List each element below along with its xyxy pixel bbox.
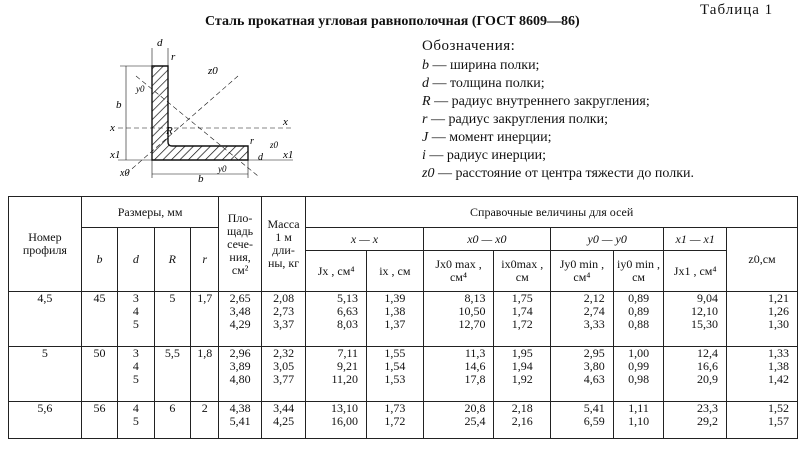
cell-Jx1 <box>664 402 727 439</box>
cell-Jy0min-value: 3,33 <box>583 317 605 331</box>
cell-iy0min-value: 1,11 <box>628 401 649 415</box>
legend-item: z0 — расстояние от центра тяжести до полки. <box>422 166 694 181</box>
cell-z0-value: 1,57 <box>768 414 789 428</box>
cell-ix <box>367 292 424 347</box>
diagram-label-d: d <box>157 37 163 49</box>
diagram-label-R: R <box>166 125 173 137</box>
legend-item: b — ширина полки; <box>422 58 540 73</box>
page-title: Сталь прокатная угловая равнополочная (ГОСТ 8609—86) <box>205 14 580 29</box>
cell-Jy0min-value: 2,74 <box>583 304 605 318</box>
cell-Jx-value: 13,10 <box>331 401 358 415</box>
diagram-label-y0-bottom: y0 <box>218 164 227 174</box>
cell-r: 1,7 <box>191 292 219 347</box>
cell-area-value: 3,48 <box>229 304 251 318</box>
cell-ix0max-value: 1,75 <box>511 291 533 305</box>
cell-Jx0max-value: 11,3 <box>464 346 486 360</box>
cell-R: 5 <box>154 292 190 347</box>
header-Jx0max: Jx0 max , см⁴ <box>423 251 494 292</box>
header-iy0min: iy0 min , см <box>613 251 664 292</box>
cell-iy0min-value: 0,98 <box>628 372 650 386</box>
cell-ix0max-value: 1,74 <box>511 304 533 318</box>
diagram-label-x1-right: x1 <box>283 149 294 161</box>
cell-Jx0max <box>423 402 494 439</box>
header-z0: z0,см <box>727 228 798 292</box>
cell-ix-value: 1,39 <box>384 291 406 305</box>
cell-Jx-value: 5,13 <box>337 291 358 305</box>
cell-profile: 5 <box>9 347 82 402</box>
cell-ix-value: 1,73 <box>384 401 406 415</box>
cell-Jx1-value: 23,3 <box>697 401 719 415</box>
header-R: R <box>154 228 190 292</box>
cell-area-value: 2,96 <box>229 346 251 360</box>
cell-mass-value: 3,37 <box>273 317 295 331</box>
cell-Jx0max <box>423 292 494 347</box>
cell-z0-value: 1,30 <box>768 317 789 331</box>
cell-Jx1-value: 29,2 <box>697 414 719 428</box>
cell-ix-value: 1,55 <box>384 346 406 360</box>
table-row <box>9 292 798 347</box>
cell-Jy0min-value: 2,12 <box>583 291 605 305</box>
table-row <box>9 347 798 402</box>
cell-iy0min <box>613 347 664 402</box>
cell-Jy0min-value: 4,63 <box>583 372 605 386</box>
cell-mass-value: 3,05 <box>273 359 295 373</box>
legend-item: R — радиус внутреннего закругления; <box>422 94 650 109</box>
cell-mass-value: 4,25 <box>273 414 295 428</box>
cell-Jy0min <box>551 292 614 347</box>
cell-z0-value: 1,42 <box>768 372 789 386</box>
cell-ix-value: 1,37 <box>384 317 406 331</box>
cell-area-value: 4,80 <box>229 372 251 386</box>
header-d: d <box>118 228 154 292</box>
cell-Jx1-value: 9,04 <box>697 291 719 305</box>
legend-item: J — момент инерции; <box>422 130 552 145</box>
cell-area-value: 5,41 <box>229 414 251 428</box>
cell-Jx1-value: 15,30 <box>691 317 719 331</box>
cell-iy0min-value: 1,00 <box>628 346 650 360</box>
cell-Jx1-value: 16,6 <box>697 359 719 373</box>
cell-z0 <box>727 292 798 347</box>
cell-ix-value: 1,54 <box>384 359 406 373</box>
cell-d-value: 3 <box>132 346 139 360</box>
cell-ix0max-value: 1,94 <box>511 359 533 373</box>
cell-d <box>118 292 154 347</box>
header-axis-x1-x1: x1 — x1 <box>664 228 727 251</box>
cell-d-value: 4 <box>132 304 139 318</box>
cell-z0 <box>727 347 798 402</box>
diagram-label-r: r <box>171 51 176 63</box>
cell-d-value: 5 <box>132 372 139 386</box>
diagram-label-d-right: d <box>258 152 263 163</box>
cell-iy0min-value: 0,99 <box>628 359 650 373</box>
cell-Jx <box>306 402 367 439</box>
cell-d <box>118 402 154 439</box>
legend-item: i — радиус инерции; <box>422 148 546 163</box>
cell-area-value: 3,89 <box>229 359 251 373</box>
diagram-label-b-side: b <box>116 99 122 111</box>
cell-Jx0max-value: 8,13 <box>464 291 486 305</box>
cell-r: 2 <box>191 402 219 439</box>
cell-mass-value: 2,08 <box>273 291 295 305</box>
cell-z0-value: 1,38 <box>768 359 789 373</box>
cell-z0-value: 1,21 <box>768 291 789 305</box>
header-profile: Номер профиля <box>9 197 82 292</box>
cell-Jy0min-value: 5,41 <box>583 401 605 415</box>
cell-d-value: 4 <box>132 401 139 415</box>
cell-iy0min-value: 0,89 <box>628 291 650 305</box>
cell-ix0max-value: 1,92 <box>511 372 533 386</box>
header-Jy0min: Jy0 min , см⁴ <box>551 251 614 292</box>
cell-Jy0min-value: 6,59 <box>583 414 605 428</box>
cell-z0-value: 1,52 <box>768 401 789 415</box>
cell-Jx0max-value: 12,70 <box>458 317 486 331</box>
diagram-label-x: x <box>110 122 115 134</box>
cell-area <box>219 347 261 402</box>
cell-b: 45 <box>81 292 117 347</box>
cell-ix0max <box>494 347 551 402</box>
cell-mass-value: 2,32 <box>273 346 295 360</box>
cell-d-value: 3 <box>132 291 139 305</box>
cell-d-value: 5 <box>132 317 139 331</box>
cell-area <box>219 402 261 439</box>
cell-iy0min-value: 0,89 <box>628 304 650 318</box>
cell-R: 5,5 <box>154 347 190 402</box>
cell-Jy0min <box>551 347 614 402</box>
cell-Jy0min-value: 2,95 <box>583 346 605 360</box>
diagram-label-b-bottom: b <box>198 173 204 185</box>
diagram-label-x0: x0 <box>120 168 130 179</box>
cell-mass <box>261 347 306 402</box>
header-axis-x-x: x — x <box>306 228 423 251</box>
cell-mass-value: 3,77 <box>273 372 295 386</box>
cell-ix0max-value: 2,16 <box>511 414 533 428</box>
diagram-label-x-right: x <box>283 116 288 128</box>
cell-Jy0min <box>551 402 614 439</box>
cell-ix-value: 1,72 <box>384 414 406 428</box>
cell-Jx-value: 7,11 <box>337 346 358 360</box>
cell-d-value: 4 <box>132 359 139 373</box>
cell-area-value: 4,29 <box>229 317 251 331</box>
cell-area-value: 2,65 <box>229 291 251 305</box>
cell-b: 56 <box>81 402 117 439</box>
cell-z0-value: 1,33 <box>768 346 789 360</box>
diagram-label-z0-right: z0 <box>270 140 279 150</box>
cell-ix0max <box>494 402 551 439</box>
table-number-label: Таблица 1 <box>700 2 774 18</box>
header-mass: Масса 1 м дли-ны, кг <box>261 197 306 292</box>
angle-profile-diagram <box>108 36 308 186</box>
cell-mass <box>261 292 306 347</box>
cell-iy0min <box>613 402 664 439</box>
header-sizes: Размеры, мм <box>81 197 219 228</box>
header-ix: ix , см <box>367 251 424 292</box>
diagram-label-r-right: r <box>250 136 254 147</box>
cell-mass-value: 3,44 <box>273 401 295 415</box>
diagram-label-x1: x1 <box>110 149 121 161</box>
cell-Jx0max-value: 17,8 <box>464 372 486 386</box>
cell-Jx-value: 6,63 <box>337 304 358 318</box>
cell-ix-value: 1,38 <box>384 304 406 318</box>
header-reference-values: Справочные величины для осей <box>306 197 798 228</box>
cell-b: 50 <box>81 347 117 402</box>
cell-Jx-value: 9,21 <box>337 359 358 373</box>
cell-ix-value: 1,53 <box>384 372 406 386</box>
header-axis-y0-y0: y0 — y0 <box>551 228 664 251</box>
cell-R: 6 <box>154 402 190 439</box>
cell-Jx0max <box>423 347 494 402</box>
cell-mass <box>261 402 306 439</box>
header-area: Пло-щадь сече-ния, см² <box>219 197 261 292</box>
cell-Jx <box>306 347 367 402</box>
cell-ix0max-value: 2,18 <box>511 401 533 415</box>
cell-iy0min-value: 0,88 <box>628 317 650 331</box>
header-b: b <box>81 228 117 292</box>
cell-Jy0min-value: 3,80 <box>583 359 605 373</box>
cell-ix0max-value: 1,95 <box>511 346 533 360</box>
cell-ix <box>367 347 424 402</box>
cell-Jx0max-value: 14,6 <box>464 359 486 373</box>
cell-Jx1 <box>664 292 727 347</box>
cell-profile: 5,6 <box>9 402 82 439</box>
header-ix0max: ix0max , см <box>494 251 551 292</box>
cell-Jx1-value: 12,10 <box>691 304 719 318</box>
cell-Jx-value: 16,00 <box>331 414 358 428</box>
cell-Jx1-value: 12,4 <box>697 346 719 360</box>
legend-item: r — радиус закругления полки; <box>422 112 608 127</box>
cell-Jx-value: 8,03 <box>337 317 358 331</box>
cell-ix0max <box>494 292 551 347</box>
cell-area-value: 4,38 <box>229 401 251 415</box>
cell-r: 1,8 <box>191 347 219 402</box>
cell-Jx0max-value: 20,8 <box>464 401 486 415</box>
cell-ix <box>367 402 424 439</box>
header-Jx: Jx , см⁴ <box>306 251 367 292</box>
header-axis-x0-x0: x0 — x0 <box>423 228 550 251</box>
cell-Jx-value: 11,20 <box>331 372 358 386</box>
diagram-label-y0: y0 <box>136 84 145 94</box>
cell-Jx1 <box>664 347 727 402</box>
cell-d <box>118 347 154 402</box>
cell-d-value: 5 <box>132 414 139 428</box>
cell-mass-value: 2,73 <box>273 304 295 318</box>
cell-iy0min-value: 1,10 <box>628 414 650 428</box>
diagram-label-z0: z0 <box>208 65 218 77</box>
cell-Jx0max-value: 25,4 <box>464 414 486 428</box>
cell-z0-value: 1,26 <box>768 304 789 318</box>
cell-iy0min <box>613 292 664 347</box>
angle-steel-table <box>8 196 798 439</box>
cell-Jx1-value: 20,9 <box>697 372 719 386</box>
cell-Jx0max-value: 10,50 <box>458 304 486 318</box>
table-row <box>9 402 798 439</box>
legend-heading: Обозначения: <box>422 38 516 54</box>
legend-item: d — толщина полки; <box>422 76 545 91</box>
cell-area <box>219 292 261 347</box>
header-Jx1: Jx1 , см⁴ <box>664 251 727 292</box>
cell-profile: 4,5 <box>9 292 82 347</box>
cell-Jx <box>306 292 367 347</box>
cell-z0 <box>727 402 798 439</box>
header-r: r <box>191 228 219 292</box>
cell-ix0max-value: 1,72 <box>511 317 533 331</box>
